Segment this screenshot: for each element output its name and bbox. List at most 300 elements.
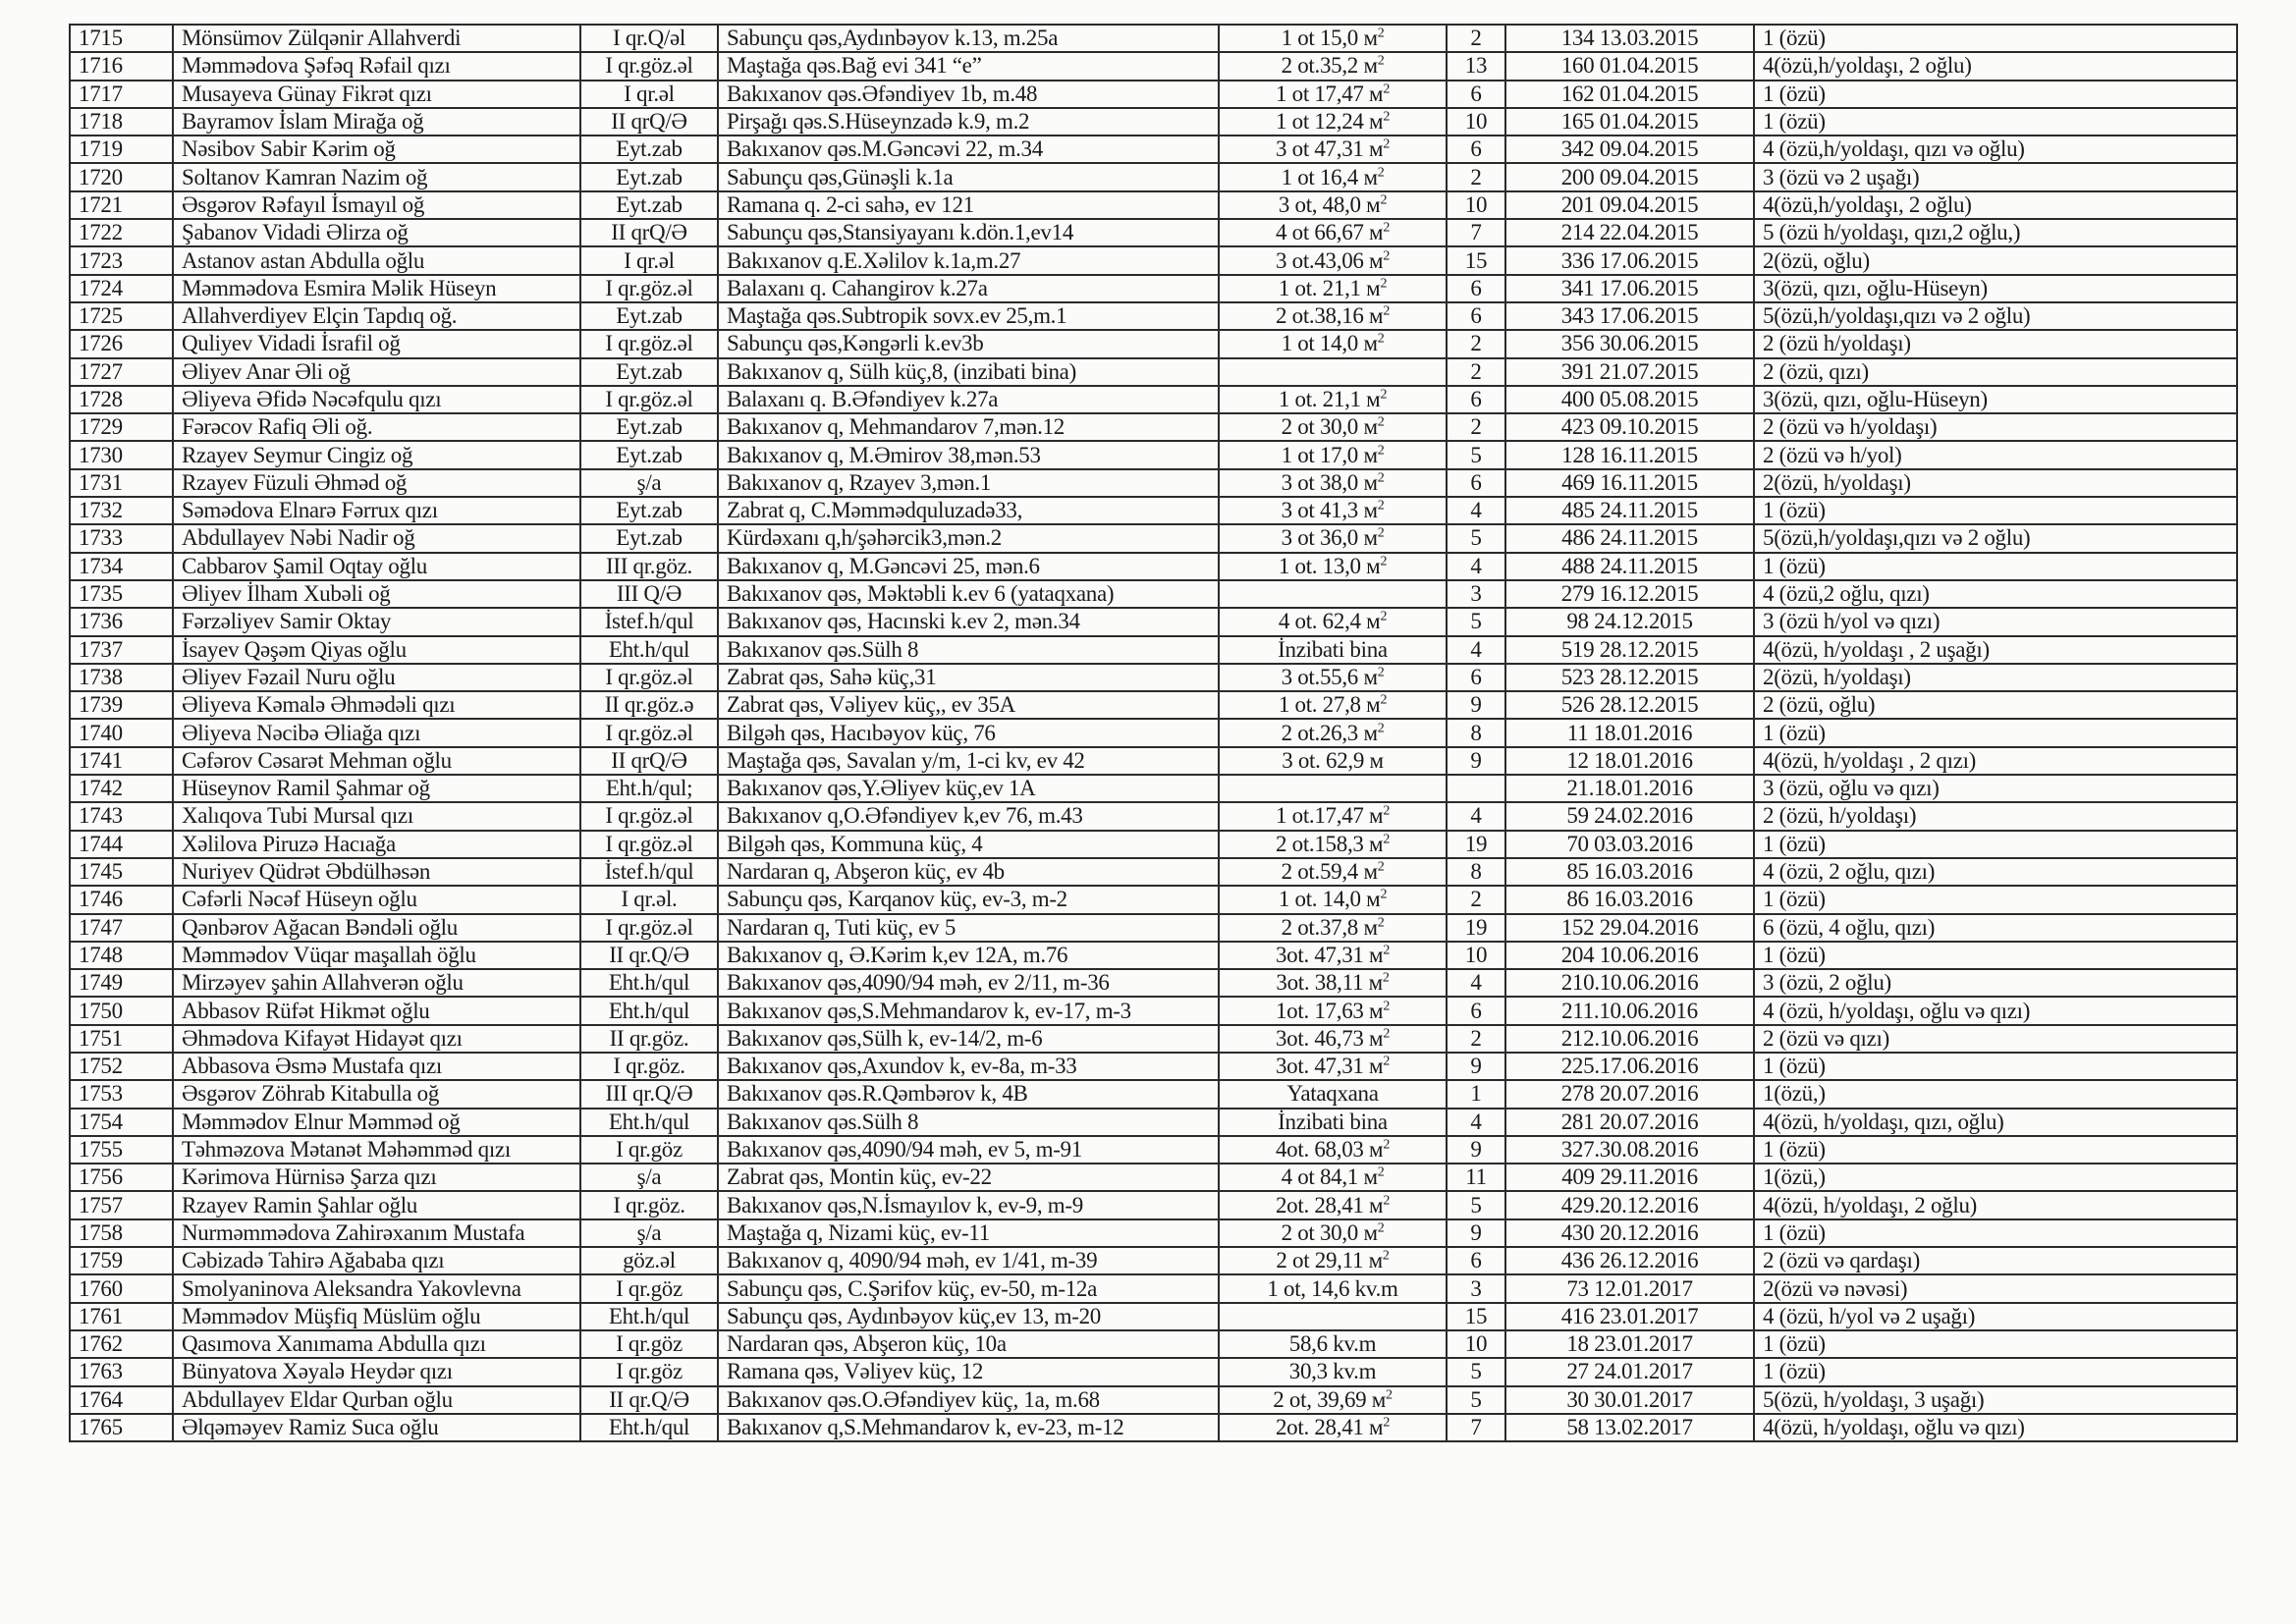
category-cell [580,1414,718,1441]
address: Bilgəh qəs, Kommuna küç, 4 [727,831,983,856]
queue-count: 7 [1470,1414,1482,1439]
row-number: 1761 [79,1303,123,1328]
table-row [70,81,2237,108]
table-row [70,664,2237,691]
person-name: Məmmədova Şəfəq Rəfail qızı [182,53,451,79]
living-area-cell [1219,914,1447,942]
address: Bakıxanov q, Rzayev 3,mən.1 [727,469,992,495]
address-cell [718,1247,1219,1274]
table-row [70,191,2237,219]
row-number-cell [70,580,173,608]
person-name: Rzayev Ramin Şahlar oğlu [182,1192,417,1218]
person-name-cell [173,469,580,497]
category-cell [580,330,718,357]
address-cell [718,1386,1219,1414]
person-name-cell [173,691,580,719]
person-name: Əliyev İlham Xubəli oğ [182,581,391,607]
queue-count-cell [1447,802,1505,830]
area-unit-superscript: 2 [1383,1415,1391,1431]
row-number: 1717 [79,81,123,106]
address-cell [718,691,1219,719]
queue-count: 5 [1470,442,1482,467]
living-area: 2 ot 30,0 м [1281,1219,1378,1245]
category: I qr.əl [624,81,675,106]
family-composition: 2 (özü və qardaşı) [1763,1248,1921,1273]
queue-count: 5 [1470,609,1482,634]
category: Eht.h/qul [608,1414,690,1439]
queue-count-cell [1447,553,1505,580]
living-area: 3 ot.43,06 м [1275,247,1384,273]
address: Zabrat qəs, Montin küç, ev-22 [727,1164,992,1190]
area-unit-superscript: 2 [1377,1164,1385,1180]
order-number-date-cell [1505,719,1754,746]
row-number-cell [70,1080,173,1108]
person-name-cell [173,1080,580,1108]
queue-count-cell [1447,441,1505,468]
queue-count-cell [1447,386,1505,413]
address-cell [718,802,1219,830]
order-number-date: 70 03.03.2016 [1566,831,1693,856]
order-number-date: 85 16.03.2016 [1566,859,1693,885]
living-area-cell [1219,1025,1447,1053]
address-cell [718,886,1219,913]
queue-count: 10 [1464,109,1488,135]
row-number: 1727 [79,358,123,384]
table-row [70,1386,2237,1414]
person-name: Əhmədova Kifayət Hidayət qızı [182,1025,463,1051]
queue-count: 8 [1470,859,1482,885]
address-cell [718,413,1219,441]
person-name: Nuriyev Qüdrət Əbdülhəsən [182,859,431,885]
person-name-cell [173,553,580,580]
row-number: 1734 [79,553,123,578]
area-unit-superscript: 2 [1386,1387,1393,1403]
category: Eyt.zab [616,303,683,329]
living-area: 2 ot.35,2 м [1281,53,1378,79]
order-number-date: 336 17.06.2015 [1560,247,1699,273]
family-composition-cell [1754,1358,2237,1385]
address-cell [718,1414,1219,1441]
row-number: 1760 [79,1275,123,1301]
living-area: 2 ot, 39,69 м [1273,1386,1387,1412]
category: I qr.göz [616,1359,683,1384]
family-composition: 1 (özü) [1763,831,1826,856]
living-area: 30,3 kv.m [1288,1359,1377,1384]
row-number-cell [70,25,173,52]
table-row [70,1414,2237,1441]
living-area-cell [1219,386,1447,413]
living-area: 1ot. 17,63 м [1275,998,1384,1023]
living-area-cell [1219,831,1447,858]
address: Bakıxanov qəs,S.Mehmandarov k, ev-17, m-3 [727,998,1131,1023]
person-name-cell [173,942,580,969]
living-area-cell [1219,580,1447,608]
address: Sabunçu qəs,Kəngərli k.ev3b [727,331,984,356]
living-area-cell [1219,330,1447,357]
row-number: 1730 [79,442,123,467]
living-area: 3ot. 47,31 м [1275,942,1384,967]
row-number: 1718 [79,109,123,135]
address-cell [718,636,1219,664]
category: Eyt.zab [616,414,683,440]
category-cell [580,858,718,886]
row-number-cell [70,1274,173,1302]
queue-count-cell [1447,1414,1505,1441]
area-unit-superscript: 2 [1383,136,1391,152]
address: Maştağa q, Nizami küç, ev-11 [727,1219,990,1245]
row-number-cell [70,608,173,635]
person-name-cell [173,358,580,386]
family-composition-cell [1754,942,2237,969]
row-number-cell [70,1109,173,1136]
row-number-cell [70,831,173,858]
living-area: 1 ot 17,0 м [1281,442,1378,467]
person-name: Bünyatova Xəyalə Heydər qızı [182,1359,453,1384]
order-number-date-cell [1505,1358,1754,1385]
category: Eyt.zab [616,442,683,467]
address-cell [718,25,1219,52]
family-composition-cell [1754,997,2237,1024]
address-cell [718,469,1219,497]
order-number-date: 436 26.12.2016 [1560,1248,1699,1273]
order-number-date: 523 28.12.2015 [1560,664,1699,689]
queue-count-cell [1447,775,1505,802]
living-area-cell [1219,25,1447,52]
person-name: Mönsümov Zülqənir Allahverdi [182,26,462,51]
person-name-cell [173,775,580,802]
person-name-cell [173,1330,580,1358]
order-number-date-cell [1505,25,1754,52]
family-composition: 2 (özü və qızı) [1763,1025,1889,1051]
address-cell [718,386,1219,413]
queue-count-cell [1447,1274,1505,1302]
row-number: 1754 [79,1109,123,1134]
row-number: 1758 [79,1219,123,1245]
order-number-date: 160 01.04.2015 [1560,53,1699,79]
category-cell [580,886,718,913]
category-cell [580,275,718,302]
table-row [70,1080,2237,1108]
family-composition: 4(özü, h/yoldaşı , 2 qızı) [1763,747,1977,773]
queue-count: 4 [1470,1109,1482,1134]
queue-count: 2 [1470,887,1482,912]
table-row [70,219,2237,246]
row-number-cell [70,275,173,302]
category: Eht.h/qul; [605,776,693,801]
family-composition-cell [1754,330,2237,357]
queue-count-cell [1447,1219,1505,1247]
queue-count: 11 [1465,1164,1487,1190]
area-unit-superscript: 2 [1380,554,1388,569]
order-number-date-cell [1505,831,1754,858]
row-number: 1750 [79,998,123,1023]
queue-count: 10 [1464,191,1488,217]
queue-count-cell [1447,52,1505,80]
queue-count: 15 [1464,247,1488,273]
category-cell [580,969,718,997]
address-cell [718,302,1219,330]
family-composition: 2 (özü, qızı) [1763,358,1869,384]
category-cell [580,1274,718,1302]
area-unit-superscript: 2 [1383,943,1391,958]
family-composition: 2(özü, h/yoldaşı) [1763,664,1911,689]
family-composition-cell [1754,1191,2237,1218]
family-composition: 6 (özü, 4 oğlu, qızı) [1763,914,1936,940]
category: Eht.h/qul [608,970,690,996]
living-area: 2 ot.37,8 м [1281,914,1378,940]
order-number-date: 341 17.06.2015 [1560,275,1699,300]
queue-count-cell [1447,1164,1505,1191]
area-unit-superscript: 2 [1383,303,1391,319]
living-area-cell [1219,219,1447,246]
row-number: 1757 [79,1192,123,1218]
living-area: 2 ot 29,11 м [1276,1248,1383,1273]
table-row [70,608,2237,635]
living-area: 1 ot. 27,8 м [1278,692,1381,718]
person-name-cell [173,997,580,1024]
order-number-date: 281 20.07.2016 [1560,1109,1699,1134]
area-unit-superscript: 2 [1383,109,1391,125]
person-name-cell [173,664,580,691]
table-row [70,1109,2237,1136]
row-number: 1740 [79,720,123,745]
family-composition-cell [1754,1025,2237,1053]
category-cell [580,1386,718,1414]
order-number-date-cell [1505,163,1754,190]
address: Ramana qəs, Vəliyev küç, 12 [727,1359,984,1384]
address-cell [718,858,1219,886]
address: Zabrat q, C.Məmmədquluzadə33, [727,498,1023,523]
queue-count: 9 [1470,1219,1482,1245]
living-area: 58,6 kv.m [1288,1331,1377,1357]
row-number-cell [70,1053,173,1080]
order-number-date: 279 16.12.2015 [1560,581,1699,607]
queue-count: 6 [1470,275,1482,300]
order-number-date-cell [1505,1080,1754,1108]
queue-count: 3 [1470,1275,1482,1301]
person-name: Quliyev Vidadi İsrafil oğ [182,331,401,356]
order-number-date-cell [1505,386,1754,413]
person-name: Qənbərov Ağacan Bəndəli oğlu [182,914,458,940]
category: Eyt.zab [616,498,683,523]
order-number-date-cell [1505,413,1754,441]
table-row [70,775,2237,802]
person-name: Cəfərli Nəcəf Hüseyn oğlu [182,887,417,912]
family-composition-cell [1754,135,2237,163]
row-number-cell [70,1303,173,1330]
address-cell [718,1219,1219,1247]
family-composition-cell [1754,1136,2237,1164]
address: Bakıxanov qəs,4090/94 məh, ev 5, m-91 [727,1137,1082,1163]
living-area: 1 ot. 14,0 м [1278,887,1381,912]
category-cell [580,914,718,942]
person-name-cell [173,25,580,52]
person-name-cell [173,1274,580,1302]
queue-count: 15 [1464,1303,1488,1328]
order-number-date: 485 24.11.2015 [1561,498,1698,523]
queue-count-cell [1447,1303,1505,1330]
person-name-cell [173,608,580,635]
order-number-date: 27 24.01.2017 [1566,1359,1693,1384]
table-row [70,914,2237,942]
row-number-cell [70,246,173,274]
family-composition-cell [1754,664,2237,691]
category-cell [580,497,718,524]
row-number: 1746 [79,887,123,912]
living-area: 1 ot. 21,1 м [1278,275,1381,300]
living-area: 1 ot.17,47 м [1275,803,1384,829]
category: İstef.h/qul [604,859,694,885]
queue-count-cell [1447,942,1505,969]
table-row [70,802,2237,830]
order-number-date: 58 13.02.2017 [1566,1414,1693,1439]
order-number-date: 165 01.04.2015 [1560,109,1699,135]
table-row [70,1136,2237,1164]
row-number: 1762 [79,1331,123,1357]
person-name: Nurməmmədova Zahirəxanım Mustafa [182,1219,525,1245]
family-composition: 3 (özü h/yol və qızı) [1763,609,1941,634]
table-row [70,831,2237,858]
queue-count-cell [1447,246,1505,274]
person-name-cell [173,1358,580,1385]
family-composition: 1 (özü) [1763,720,1826,745]
row-number: 1729 [79,414,123,440]
queue-count-cell [1447,191,1505,219]
category: I qr.göz.əl [605,331,693,356]
person-name-cell [173,1247,580,1274]
family-composition: 4 (özü, h/yoldaşı, oğlu və qızı) [1763,998,2031,1023]
category-cell [580,1164,718,1191]
queue-count: 5 [1470,1386,1482,1412]
row-number-cell [70,691,173,719]
address: Bakıxanov qəs, Hacınski k.ev 2, mən.34 [727,609,1080,634]
row-number-cell [70,330,173,357]
table-row [70,636,2237,664]
order-number-date-cell [1505,441,1754,468]
order-number-date: 211.10.06.2016 [1561,998,1698,1023]
queue-count-cell [1447,969,1505,997]
address-cell [718,524,1219,552]
order-number-date-cell [1505,1053,1754,1080]
living-area-cell [1219,275,1447,302]
row-number: 1739 [79,692,123,718]
queue-count: 19 [1464,914,1488,940]
category-cell [580,719,718,746]
category: II qrQ/Ə [611,109,687,135]
category: II qr.Q/Ə [609,942,689,967]
family-composition-cell [1754,969,2237,997]
family-composition: 1 (özü) [1763,1054,1826,1079]
family-composition-cell [1754,219,2237,246]
person-name: Məmmədov Müşfiq Müslüm oğlu [182,1303,481,1328]
order-number-date-cell [1505,191,1754,219]
order-number-date: 86 16.03.2016 [1566,887,1693,912]
category-cell [580,302,718,330]
living-area-cell [1219,1136,1447,1164]
table-row [70,1219,2237,1247]
row-number: 1716 [79,53,123,79]
person-name-cell [173,52,580,80]
order-number-date-cell [1505,886,1754,913]
person-name: Abdullayev Eldar Qurban oğlu [182,1386,453,1412]
order-number-date-cell [1505,524,1754,552]
category-cell [580,25,718,52]
address: Bakıxanov qəs.Əfəndiyev 1b, m.48 [727,81,1038,106]
area-unit-superscript: 2 [1377,53,1385,69]
family-composition: 5 (özü h/yoldaşı, qızı,2 oğlu,) [1763,220,2021,245]
order-number-date-cell [1505,108,1754,135]
queue-count-cell [1447,691,1505,719]
row-number: 1723 [79,247,123,273]
family-composition-cell [1754,191,2237,219]
table-row [70,330,2237,357]
family-composition-cell [1754,524,2237,552]
category-cell [580,775,718,802]
table-row [70,246,2237,274]
order-number-date: 519 28.12.2015 [1560,636,1699,662]
row-number-cell [70,1386,173,1414]
order-number-date-cell [1505,497,1754,524]
order-number-date: 469 16.11.2015 [1561,469,1698,495]
address-cell [718,135,1219,163]
table-row [70,497,2237,524]
family-composition-cell [1754,302,2237,330]
person-name: Rzayev Füzuli Əhməd oğ [182,469,408,495]
address-cell [718,330,1219,357]
category: I qr.əl [624,247,675,273]
living-area: 1 ot. 13,0 м [1278,553,1381,578]
order-number-date-cell [1505,747,1754,775]
address-cell [718,81,1219,108]
address: Bakıxanov q, Sülh küç,8, (inzibati bina) [727,358,1076,384]
queue-count: 9 [1470,1054,1482,1079]
queue-count: 2 [1470,164,1482,189]
queue-count: 6 [1470,469,1482,495]
person-name-cell [173,163,580,190]
queue-count-cell [1447,1136,1505,1164]
order-number-date-cell [1505,580,1754,608]
family-composition-cell [1754,1219,2237,1247]
person-name: Abbasov Rüfət Hikmət oğlu [182,998,430,1023]
order-number-date-cell [1505,1274,1754,1302]
row-number: 1721 [79,191,123,217]
address: Bakıxanov qəs,Axundov k, ev-8a, m-33 [727,1054,1077,1079]
address: Bakıxanov q, 4090/94 məh, ev 1/41, m-39 [727,1248,1098,1273]
order-number-date-cell [1505,942,1754,969]
family-composition-cell [1754,608,2237,635]
address: Bilgəh qəs, Hacıbəyov küç, 76 [727,720,996,745]
row-number-cell [70,1219,173,1247]
family-composition: 4(özü, h/yoldaşı, 2 oğlu) [1763,1192,1977,1218]
family-composition: 3(özü, qızı, oğlu-Hüseyn) [1763,275,1988,300]
family-composition: 1 (özü) [1763,109,1826,135]
address: Balaxanı q. B.Əfəndiyev k.27a [727,387,999,411]
family-composition: 2 (özü, oğlu) [1763,692,1876,718]
order-number-date: 526 28.12.2015 [1560,692,1699,718]
person-name: Əliyev Anar Əli oğ [182,358,351,384]
order-number-date-cell [1505,358,1754,386]
family-composition-cell [1754,52,2237,80]
living-area-cell [1219,246,1447,274]
row-number: 1743 [79,803,123,829]
person-name: Smolyaninova Aleksandra Yakovlevna [182,1275,521,1301]
queue-count: 5 [1470,525,1482,551]
queue-count: 2 [1470,331,1482,356]
family-composition: 2 (özü, h/yoldaşı) [1763,803,1917,829]
family-composition: 4(özü,h/yoldaşı, 2 oğlu) [1763,53,1972,79]
order-number-date-cell [1505,997,1754,1024]
order-number-date-cell [1505,246,1754,274]
